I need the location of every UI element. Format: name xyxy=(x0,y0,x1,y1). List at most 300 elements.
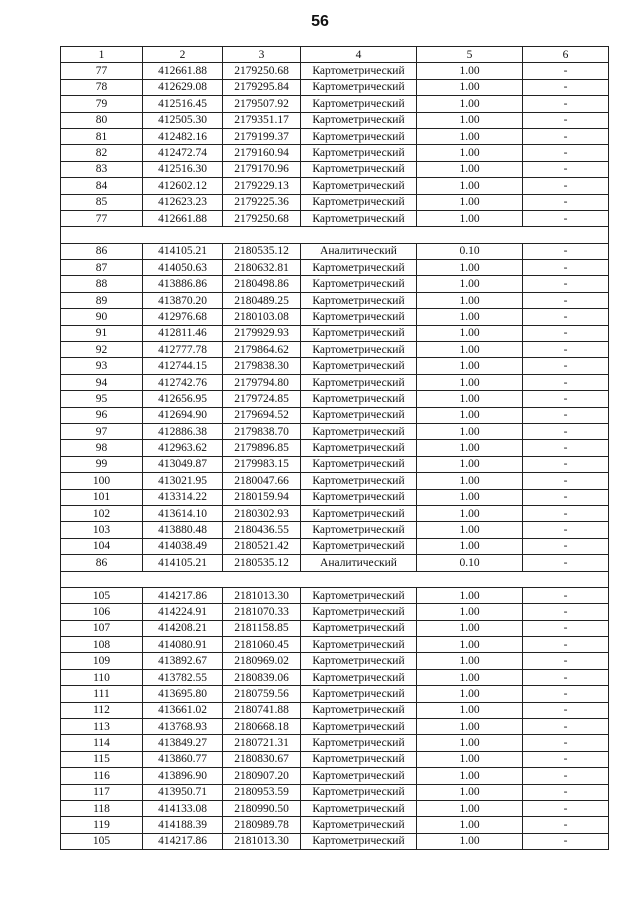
cell-y: 2179896.85 xyxy=(223,440,301,456)
cell-x: 412482.16 xyxy=(143,128,223,144)
cell-accuracy: 1.00 xyxy=(417,587,523,603)
cell-x: 412661.88 xyxy=(143,63,223,79)
cell-accuracy: 1.00 xyxy=(417,456,523,472)
cell-x: 414208.21 xyxy=(143,620,223,636)
cell-method: Картометрический xyxy=(301,538,417,554)
cell-point-number: 77 xyxy=(61,210,143,226)
cell-y: 2179199.37 xyxy=(223,128,301,144)
cell-notes: - xyxy=(523,79,609,95)
cell-x: 413661.02 xyxy=(143,702,223,718)
cell-accuracy: 1.00 xyxy=(417,817,523,833)
cell-method: Картометрический xyxy=(301,210,417,226)
table-row xyxy=(61,587,609,603)
page-number: 56 xyxy=(311,13,329,30)
cell-notes: - xyxy=(523,63,609,79)
cell-notes: - xyxy=(523,637,609,653)
cell-y: 2180741.88 xyxy=(223,702,301,718)
cell-point-number: 118 xyxy=(61,800,143,816)
cell-accuracy: 1.00 xyxy=(417,719,523,735)
cell-y: 2179160.94 xyxy=(223,145,301,161)
table-row xyxy=(61,620,609,636)
cell-x: 412623.23 xyxy=(143,194,223,210)
cell-x: 413614.10 xyxy=(143,505,223,521)
table-row xyxy=(61,833,609,849)
cell-point-number: 86 xyxy=(61,243,143,259)
table-body xyxy=(61,63,609,850)
cell-accuracy: 1.00 xyxy=(417,604,523,620)
cell-point-number: 115 xyxy=(61,751,143,767)
cell-y: 2179170.96 xyxy=(223,161,301,177)
cell-point-number: 79 xyxy=(61,96,143,112)
cell-method: Аналитический xyxy=(301,243,417,259)
cell-point-number: 100 xyxy=(61,473,143,489)
cell-notes: - xyxy=(523,145,609,161)
table-row xyxy=(61,735,609,751)
column-header-accuracy: 5 xyxy=(417,47,523,63)
cell-x: 413695.80 xyxy=(143,686,223,702)
cell-accuracy: 1.00 xyxy=(417,440,523,456)
cell-method: Картометрический xyxy=(301,587,417,603)
cell-y: 2180668.18 xyxy=(223,719,301,735)
cell-point-number: 85 xyxy=(61,194,143,210)
cell-point-number: 104 xyxy=(61,538,143,554)
header-row xyxy=(61,47,609,63)
cell-notes: - xyxy=(523,358,609,374)
cell-notes: - xyxy=(523,538,609,554)
cell-notes: - xyxy=(523,178,609,194)
cell-accuracy: 1.00 xyxy=(417,325,523,341)
cell-method: Картометрический xyxy=(301,817,417,833)
cell-accuracy: 1.00 xyxy=(417,178,523,194)
cell-notes: - xyxy=(523,735,609,751)
cell-method: Картометрический xyxy=(301,342,417,358)
cell-method: Картометрический xyxy=(301,276,417,292)
table-row xyxy=(61,374,609,390)
cell-point-number: 84 xyxy=(61,178,143,194)
cell-accuracy: 1.00 xyxy=(417,473,523,489)
cell-accuracy: 1.00 xyxy=(417,407,523,423)
table-row xyxy=(61,489,609,505)
cell-x: 412744.15 xyxy=(143,358,223,374)
cell-y: 2179225.36 xyxy=(223,194,301,210)
cell-notes: - xyxy=(523,210,609,226)
cell-method: Картометрический xyxy=(301,374,417,390)
cell-y: 2181060.45 xyxy=(223,637,301,653)
cell-accuracy: 1.00 xyxy=(417,800,523,816)
cell-notes: - xyxy=(523,161,609,177)
cell-y: 2179929.93 xyxy=(223,325,301,341)
cell-accuracy: 1.00 xyxy=(417,96,523,112)
cell-notes: - xyxy=(523,194,609,210)
table-row xyxy=(61,800,609,816)
cell-accuracy: 1.00 xyxy=(417,489,523,505)
cell-x: 413886.86 xyxy=(143,276,223,292)
cell-y: 2180632.81 xyxy=(223,260,301,276)
cell-y: 2180535.12 xyxy=(223,555,301,571)
table-row xyxy=(61,210,609,226)
cell-point-number: 114 xyxy=(61,735,143,751)
cell-method: Картометрический xyxy=(301,473,417,489)
cell-x: 412963.62 xyxy=(143,440,223,456)
column-header-y: 3 xyxy=(223,47,301,63)
cell-x: 412516.45 xyxy=(143,96,223,112)
cell-accuracy: 1.00 xyxy=(417,702,523,718)
table-row xyxy=(61,407,609,423)
cell-point-number: 107 xyxy=(61,620,143,636)
cell-x: 414217.86 xyxy=(143,587,223,603)
cell-y: 2179250.68 xyxy=(223,63,301,79)
cell-method: Картометрический xyxy=(301,653,417,669)
cell-y: 2180830.67 xyxy=(223,751,301,767)
cell-x: 412694.90 xyxy=(143,407,223,423)
cell-point-number: 105 xyxy=(61,833,143,849)
cell-accuracy: 1.00 xyxy=(417,423,523,439)
cell-point-number: 78 xyxy=(61,79,143,95)
cell-method: Картометрический xyxy=(301,620,417,636)
cell-accuracy: 1.00 xyxy=(417,63,523,79)
cell-x: 412472.74 xyxy=(143,145,223,161)
cell-y: 2179507.92 xyxy=(223,96,301,112)
cell-notes: - xyxy=(523,800,609,816)
cell-point-number: 95 xyxy=(61,391,143,407)
cell-method: Картометрический xyxy=(301,407,417,423)
table-row xyxy=(61,669,609,685)
table-row xyxy=(61,538,609,554)
cell-y: 2180759.56 xyxy=(223,686,301,702)
cell-accuracy: 1.00 xyxy=(417,686,523,702)
cell-point-number: 110 xyxy=(61,669,143,685)
cell-point-number: 94 xyxy=(61,374,143,390)
cell-accuracy: 1.00 xyxy=(417,637,523,653)
cell-accuracy: 1.00 xyxy=(417,276,523,292)
cell-y: 2179838.70 xyxy=(223,423,301,439)
table-row xyxy=(61,768,609,784)
cell-point-number: 81 xyxy=(61,128,143,144)
cell-point-number: 103 xyxy=(61,522,143,538)
column-header-method: 4 xyxy=(301,47,417,63)
cell-y: 2179983.15 xyxy=(223,456,301,472)
table-row xyxy=(61,653,609,669)
cell-accuracy: 1.00 xyxy=(417,784,523,800)
table-row xyxy=(61,292,609,308)
cell-method: Картометрический xyxy=(301,309,417,325)
table-row xyxy=(61,637,609,653)
table-header xyxy=(61,47,609,63)
cell-point-number: 102 xyxy=(61,505,143,521)
column-header-point-number: 1 xyxy=(61,47,143,63)
cell-notes: - xyxy=(523,440,609,456)
cell-x: 412976.68 xyxy=(143,309,223,325)
cell-method: Аналитический xyxy=(301,555,417,571)
cell-notes: - xyxy=(523,456,609,472)
cell-accuracy: 1.00 xyxy=(417,669,523,685)
cell-accuracy: 1.00 xyxy=(417,161,523,177)
cell-notes: - xyxy=(523,751,609,767)
cell-x: 412886.38 xyxy=(143,423,223,439)
cell-y: 2179694.52 xyxy=(223,407,301,423)
cell-point-number: 96 xyxy=(61,407,143,423)
cell-method: Картометрический xyxy=(301,719,417,735)
table-row xyxy=(61,260,609,276)
cell-notes: - xyxy=(523,817,609,833)
cell-notes: - xyxy=(523,128,609,144)
cell-notes: - xyxy=(523,833,609,849)
cell-y: 2179794.80 xyxy=(223,374,301,390)
cell-method: Картометрический xyxy=(301,489,417,505)
cell-notes: - xyxy=(523,292,609,308)
cell-y: 2181070.33 xyxy=(223,604,301,620)
cell-point-number: 99 xyxy=(61,456,143,472)
cell-x: 412656.95 xyxy=(143,391,223,407)
cell-accuracy: 1.00 xyxy=(417,210,523,226)
table-row xyxy=(61,96,609,112)
cell-y: 2180953.59 xyxy=(223,784,301,800)
cell-method: Картометрический xyxy=(301,260,417,276)
cell-point-number: 113 xyxy=(61,719,143,735)
table-row xyxy=(61,161,609,177)
table-row xyxy=(61,358,609,374)
cell-y: 2180489.25 xyxy=(223,292,301,308)
table-row xyxy=(61,276,609,292)
cell-accuracy: 1.00 xyxy=(417,79,523,95)
cell-method: Картометрический xyxy=(301,702,417,718)
coordinates-table xyxy=(60,46,609,850)
cell-point-number: 89 xyxy=(61,292,143,308)
cell-point-number: 108 xyxy=(61,637,143,653)
table-row xyxy=(61,145,609,161)
cell-x: 414133.08 xyxy=(143,800,223,816)
cell-point-number: 116 xyxy=(61,768,143,784)
cell-accuracy: 1.00 xyxy=(417,620,523,636)
cell-method: Картометрический xyxy=(301,145,417,161)
cell-point-number: 83 xyxy=(61,161,143,177)
cell-notes: - xyxy=(523,505,609,521)
cell-notes: - xyxy=(523,587,609,603)
cell-y: 2179229.13 xyxy=(223,178,301,194)
cell-y: 2181013.30 xyxy=(223,833,301,849)
cell-notes: - xyxy=(523,96,609,112)
cell-notes: - xyxy=(523,719,609,735)
table-row xyxy=(61,817,609,833)
cell-accuracy: 1.00 xyxy=(417,505,523,521)
cell-x: 413782.55 xyxy=(143,669,223,685)
cell-notes: - xyxy=(523,604,609,620)
cell-x: 414080.91 xyxy=(143,637,223,653)
cell-accuracy: 1.00 xyxy=(417,145,523,161)
cell-x: 414050.63 xyxy=(143,260,223,276)
table-row xyxy=(61,604,609,620)
cell-point-number: 111 xyxy=(61,686,143,702)
separator-row xyxy=(61,227,609,243)
cell-notes: - xyxy=(523,407,609,423)
table-row xyxy=(61,702,609,718)
cell-y: 2180990.50 xyxy=(223,800,301,816)
table-row xyxy=(61,391,609,407)
cell-y: 2179295.84 xyxy=(223,79,301,95)
table-row xyxy=(61,128,609,144)
cell-accuracy: 1.00 xyxy=(417,833,523,849)
cell-accuracy: 1.00 xyxy=(417,653,523,669)
cell-accuracy: 0.10 xyxy=(417,243,523,259)
cell-x: 412629.08 xyxy=(143,79,223,95)
table-row xyxy=(61,194,609,210)
cell-notes: - xyxy=(523,555,609,571)
table-row xyxy=(61,112,609,128)
cell-y: 2180498.86 xyxy=(223,276,301,292)
cell-notes: - xyxy=(523,768,609,784)
cell-method: Картометрический xyxy=(301,686,417,702)
cell-method: Картометрический xyxy=(301,522,417,538)
cell-method: Картометрический xyxy=(301,292,417,308)
cell-point-number: 93 xyxy=(61,358,143,374)
cell-accuracy: 1.00 xyxy=(417,538,523,554)
cell-accuracy: 1.00 xyxy=(417,358,523,374)
cell-method: Картометрический xyxy=(301,440,417,456)
cell-x: 413896.90 xyxy=(143,768,223,784)
cell-y: 2181158.85 xyxy=(223,620,301,636)
cell-accuracy: 1.00 xyxy=(417,522,523,538)
cell-y: 2180521.42 xyxy=(223,538,301,554)
cell-accuracy: 1.00 xyxy=(417,112,523,128)
cell-x: 413880.48 xyxy=(143,522,223,538)
cell-x: 413860.77 xyxy=(143,751,223,767)
cell-x: 414224.91 xyxy=(143,604,223,620)
cell-x: 412516.30 xyxy=(143,161,223,177)
cell-y: 2180103.08 xyxy=(223,309,301,325)
cell-y: 2180436.55 xyxy=(223,522,301,538)
cell-x: 412661.88 xyxy=(143,210,223,226)
cell-notes: - xyxy=(523,653,609,669)
cell-method: Картометрический xyxy=(301,63,417,79)
cell-point-number: 87 xyxy=(61,260,143,276)
table-row xyxy=(61,522,609,538)
table-row xyxy=(61,686,609,702)
cell-accuracy: 1.00 xyxy=(417,309,523,325)
cell-x: 414038.49 xyxy=(143,538,223,554)
cell-point-number: 80 xyxy=(61,112,143,128)
table-row xyxy=(61,473,609,489)
cell-y: 2179250.68 xyxy=(223,210,301,226)
cell-x: 412742.76 xyxy=(143,374,223,390)
cell-x: 413021.95 xyxy=(143,473,223,489)
cell-accuracy: 1.00 xyxy=(417,391,523,407)
cell-notes: - xyxy=(523,489,609,505)
cell-notes: - xyxy=(523,522,609,538)
cell-y: 2180159.94 xyxy=(223,489,301,505)
cell-x: 413049.87 xyxy=(143,456,223,472)
cell-method: Картометрический xyxy=(301,358,417,374)
cell-x: 414105.21 xyxy=(143,243,223,259)
cell-method: Картометрический xyxy=(301,751,417,767)
cell-y: 2180907.20 xyxy=(223,768,301,784)
table-row xyxy=(61,555,609,571)
table-row xyxy=(61,505,609,521)
cell-notes: - xyxy=(523,473,609,489)
cell-accuracy: 1.00 xyxy=(417,128,523,144)
cell-y: 2181013.30 xyxy=(223,587,301,603)
cell-method: Картометрический xyxy=(301,161,417,177)
cell-point-number: 119 xyxy=(61,817,143,833)
cell-y: 2180969.02 xyxy=(223,653,301,669)
cell-x: 414105.21 xyxy=(143,555,223,571)
separator-cell xyxy=(61,227,609,243)
cell-method: Картометрический xyxy=(301,423,417,439)
cell-method: Картометрический xyxy=(301,604,417,620)
cell-point-number: 112 xyxy=(61,702,143,718)
cell-method: Картометрический xyxy=(301,505,417,521)
cell-accuracy: 1.00 xyxy=(417,260,523,276)
cell-notes: - xyxy=(523,391,609,407)
cell-x: 413849.27 xyxy=(143,735,223,751)
cell-y: 2180302.93 xyxy=(223,505,301,521)
cell-y: 2180839.06 xyxy=(223,669,301,685)
cell-point-number: 106 xyxy=(61,604,143,620)
cell-method: Картометрический xyxy=(301,768,417,784)
cell-method: Картометрический xyxy=(301,833,417,849)
separator-row xyxy=(61,571,609,587)
cell-method: Картометрический xyxy=(301,112,417,128)
cell-point-number: 92 xyxy=(61,342,143,358)
cell-y: 2180535.12 xyxy=(223,243,301,259)
cell-point-number: 105 xyxy=(61,587,143,603)
cell-x: 414188.39 xyxy=(143,817,223,833)
table-row xyxy=(61,309,609,325)
cell-method: Картометрический xyxy=(301,79,417,95)
cell-notes: - xyxy=(523,669,609,685)
cell-point-number: 91 xyxy=(61,325,143,341)
cell-method: Картометрический xyxy=(301,456,417,472)
table-row xyxy=(61,79,609,95)
cell-accuracy: 1.00 xyxy=(417,735,523,751)
cell-method: Картометрический xyxy=(301,800,417,816)
cell-notes: - xyxy=(523,423,609,439)
cell-point-number: 82 xyxy=(61,145,143,161)
cell-y: 2180047.66 xyxy=(223,473,301,489)
cell-method: Картометрический xyxy=(301,784,417,800)
cell-notes: - xyxy=(523,260,609,276)
table-row xyxy=(61,342,609,358)
cell-method: Картометрический xyxy=(301,194,417,210)
cell-point-number: 98 xyxy=(61,440,143,456)
cell-point-number: 88 xyxy=(61,276,143,292)
cell-notes: - xyxy=(523,702,609,718)
table-row xyxy=(61,63,609,79)
cell-point-number: 109 xyxy=(61,653,143,669)
cell-y: 2179351.17 xyxy=(223,112,301,128)
cell-method: Картометрический xyxy=(301,735,417,751)
cell-notes: - xyxy=(523,620,609,636)
cell-method: Картометрический xyxy=(301,391,417,407)
column-header-notes: 6 xyxy=(523,47,609,63)
cell-notes: - xyxy=(523,325,609,341)
cell-notes: - xyxy=(523,342,609,358)
cell-notes: - xyxy=(523,309,609,325)
column-header-x: 2 xyxy=(143,47,223,63)
cell-point-number: 117 xyxy=(61,784,143,800)
cell-x: 412811.46 xyxy=(143,325,223,341)
cell-x: 414217.86 xyxy=(143,833,223,849)
cell-x: 413870.20 xyxy=(143,292,223,308)
cell-notes: - xyxy=(523,686,609,702)
separator-cell xyxy=(61,571,609,587)
cell-point-number: 97 xyxy=(61,423,143,439)
cell-notes: - xyxy=(523,112,609,128)
cell-accuracy: 1.00 xyxy=(417,194,523,210)
table-row xyxy=(61,325,609,341)
cell-accuracy: 1.00 xyxy=(417,292,523,308)
cell-accuracy: 0.10 xyxy=(417,555,523,571)
cell-notes: - xyxy=(523,374,609,390)
